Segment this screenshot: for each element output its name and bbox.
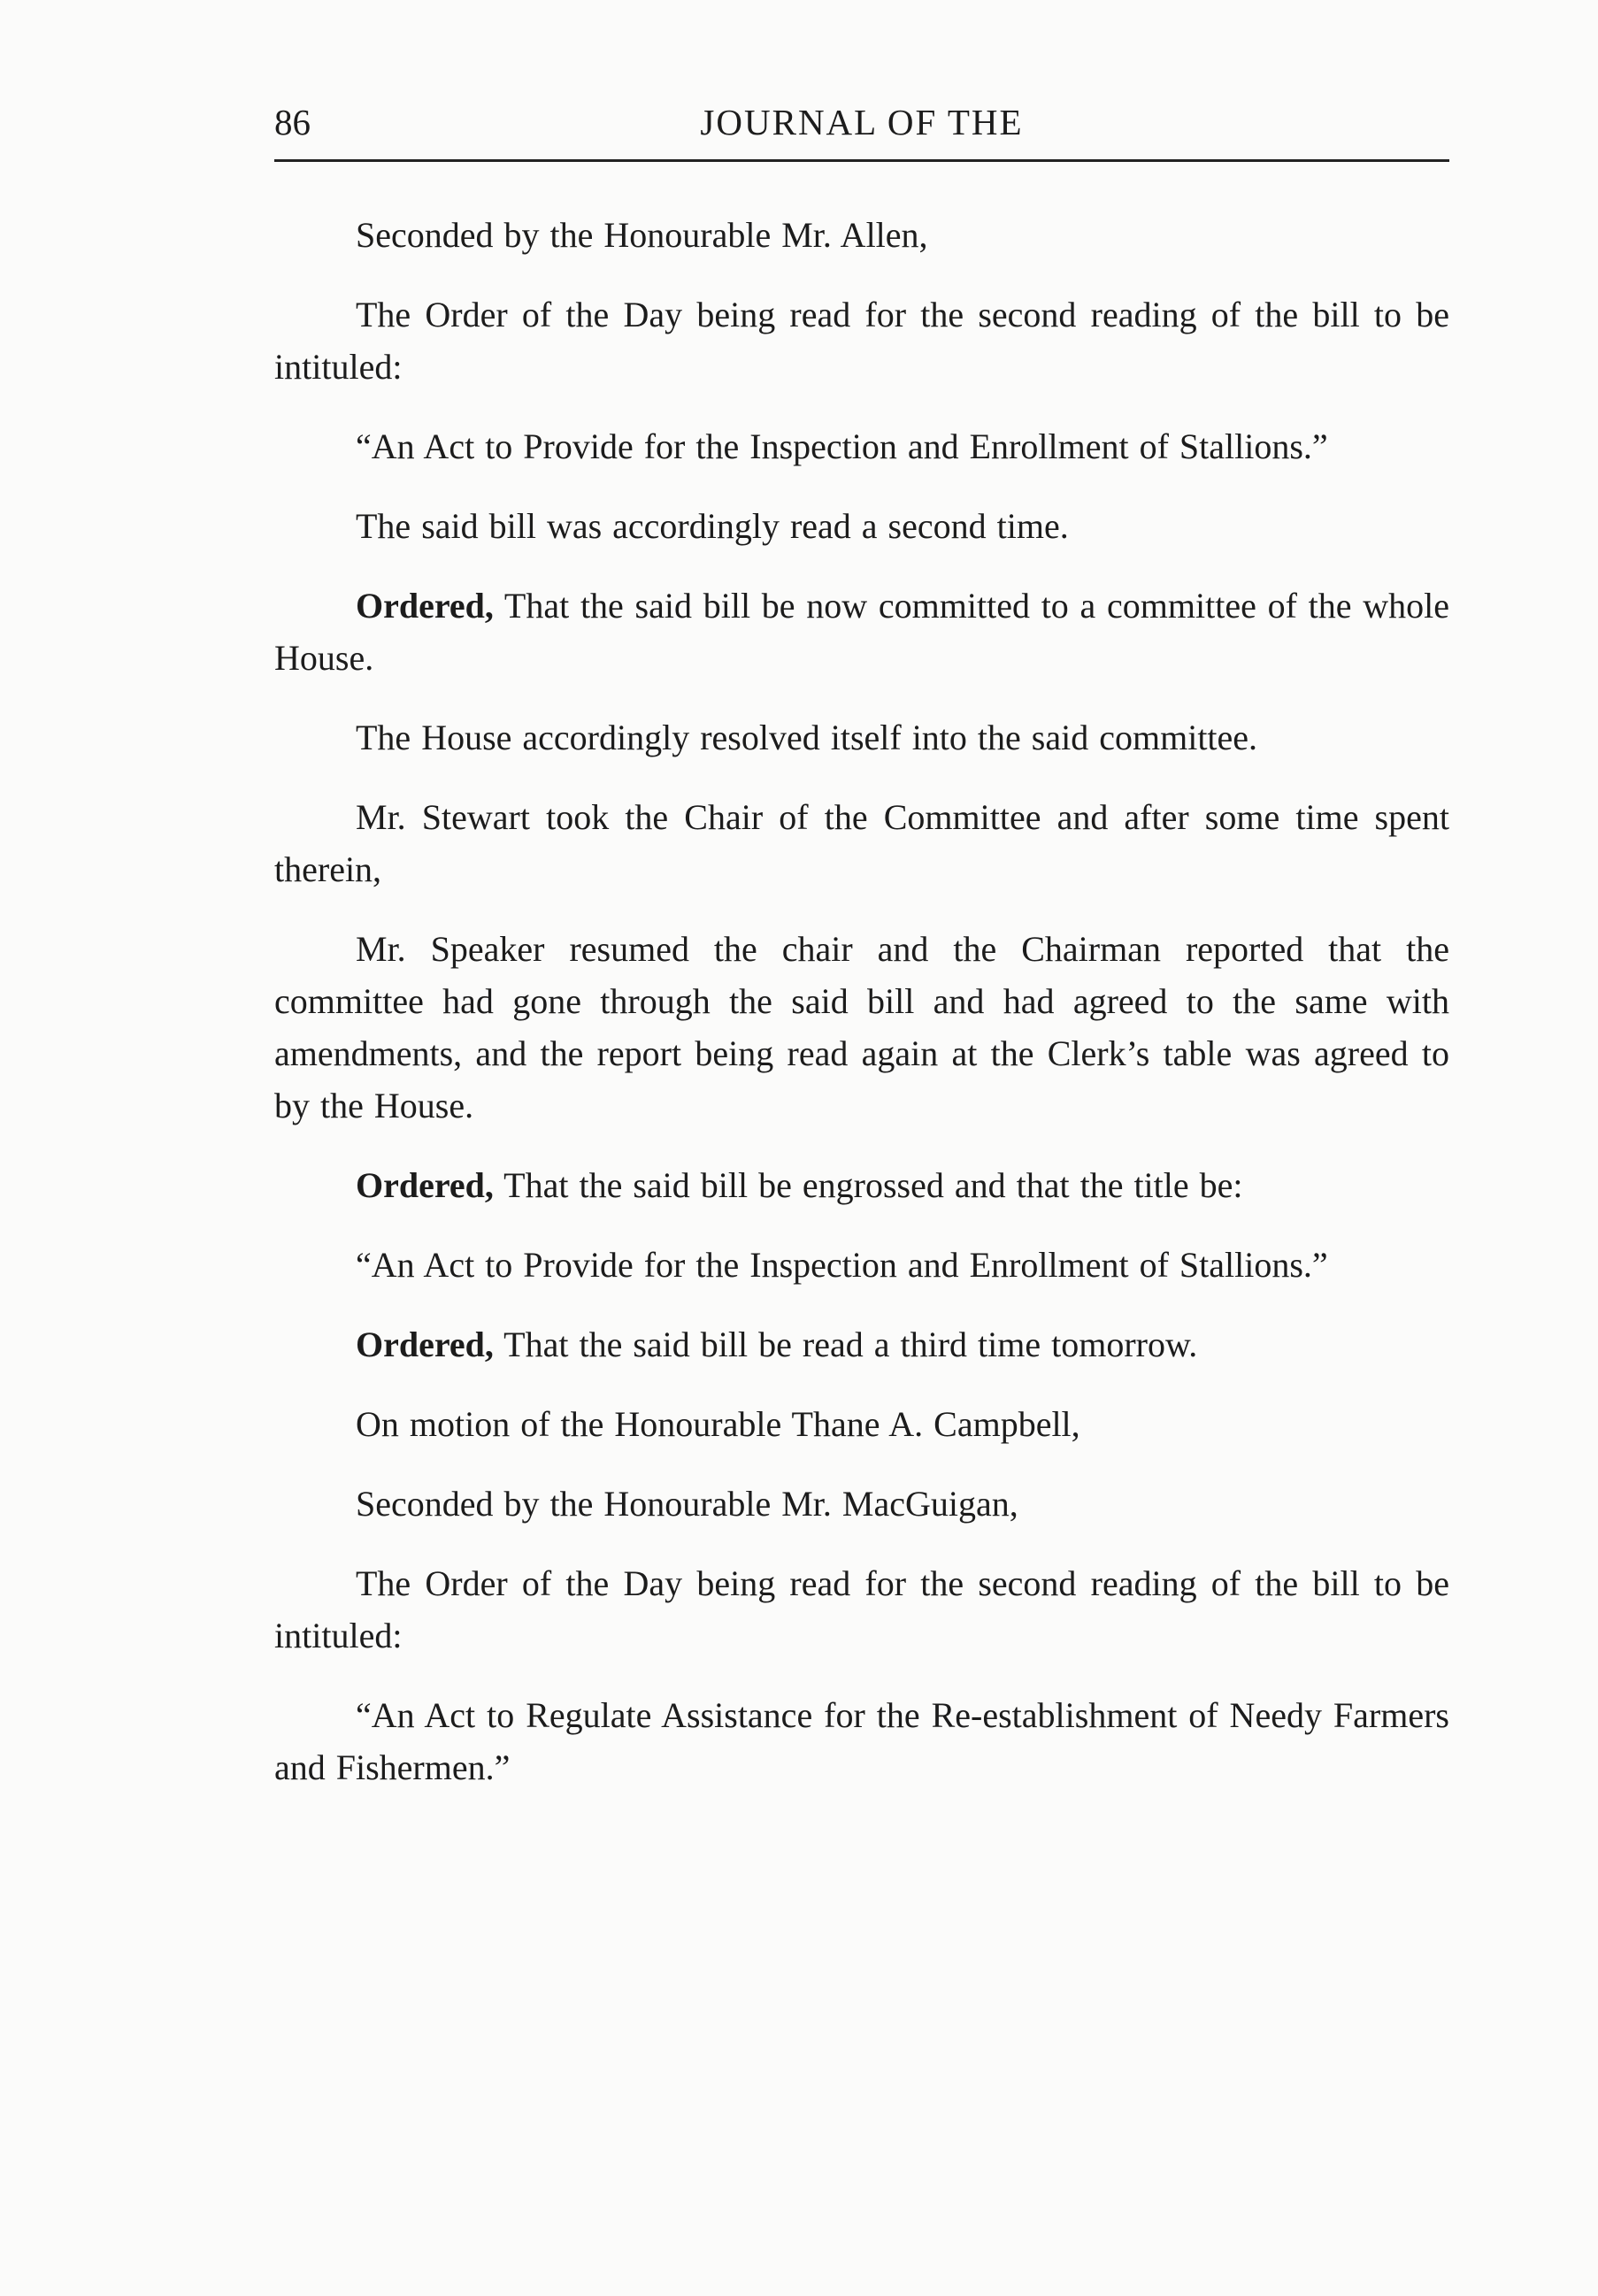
paragraph-house-resolved [274,711,1449,764]
running-head: JOURNAL OF THE [700,102,1024,142]
paragraph-text: “An Act to Regulate Assistance for the Re-establishment of Needy Farmers and Fishermen.” [274,1695,1449,1787]
paragraph-order-of-day [274,288,1449,393]
paragraph-text: That the said bill be engrossed and that the title be: [493,1165,1243,1205]
paragraph-text: On motion of the Honourable Thane A. Campbell, [356,1404,1080,1444]
paragraph-bill-title [274,420,1449,472]
paragraph-stewart-chair [274,791,1449,895]
paragraph-seconded-allen [274,209,1449,261]
paragraph-second-reading [274,500,1449,552]
paragraph-ordered-engrossed [274,1159,1449,1211]
paragraph-lead: Ordered, [356,586,494,626]
page-number: 86 [274,102,311,142]
paragraph-seconded-macguigan [274,1478,1449,1530]
paragraph-bill-title-2 [274,1689,1449,1793]
paragraph-motion-campbell [274,1398,1449,1450]
paragraph-order-of-day-2 [274,1557,1449,1662]
body-text [274,209,1449,1821]
paragraph-text: “An Act to Provide for the Inspection and Enrollment of Stallions.” [356,426,1328,466]
paragraph-speaker-resumed [274,923,1449,1132]
paragraph-text: The Order of the Day being read for the second reading of the bill to be intituled: [274,1563,1449,1655]
paragraph-text: The said bill was accordingly read a second time. [356,506,1069,546]
paragraph-text: That the said bill be read a third time tomorrow. [493,1325,1198,1364]
paragraph-text: Seconded by the Honourable Mr. Allen, [356,215,928,255]
page-header [274,96,1449,149]
paragraph-ordered-committed [274,580,1449,684]
paragraph-text: Seconded by the Honourable Mr. MacGuigan, [356,1484,1018,1524]
paragraph-text: That the said bill be now committed to a committee of the whole House. [274,586,1449,678]
paragraph-text: “An Act to Provide for the Inspection and Enrollment of Stallions.” [356,1245,1328,1285]
paragraph-lead: Ordered, [356,1165,494,1205]
paragraph-ordered-third-reading [274,1318,1449,1371]
paragraph-text: The Order of the Day being read for the second reading of the bill to be intituled: [274,295,1449,387]
paragraph-lead: Ordered, [356,1325,494,1364]
paragraph-text: The House accordingly resolved itself into the said committee. [356,718,1258,757]
paragraph-text: Mr. Speaker resumed the chair and the Chairman reported that the committee had gone through the said bill and had agreed to the same with amendments, and the report being read again at the Clerk’s table was agreed to by the House. [274,929,1449,1125]
paragraph-bill-title-repeat [274,1239,1449,1291]
paragraph-text: Mr. Stewart took the Chair of the Committee and after some time spent therein, [274,797,1449,889]
header-rule [274,159,1449,162]
